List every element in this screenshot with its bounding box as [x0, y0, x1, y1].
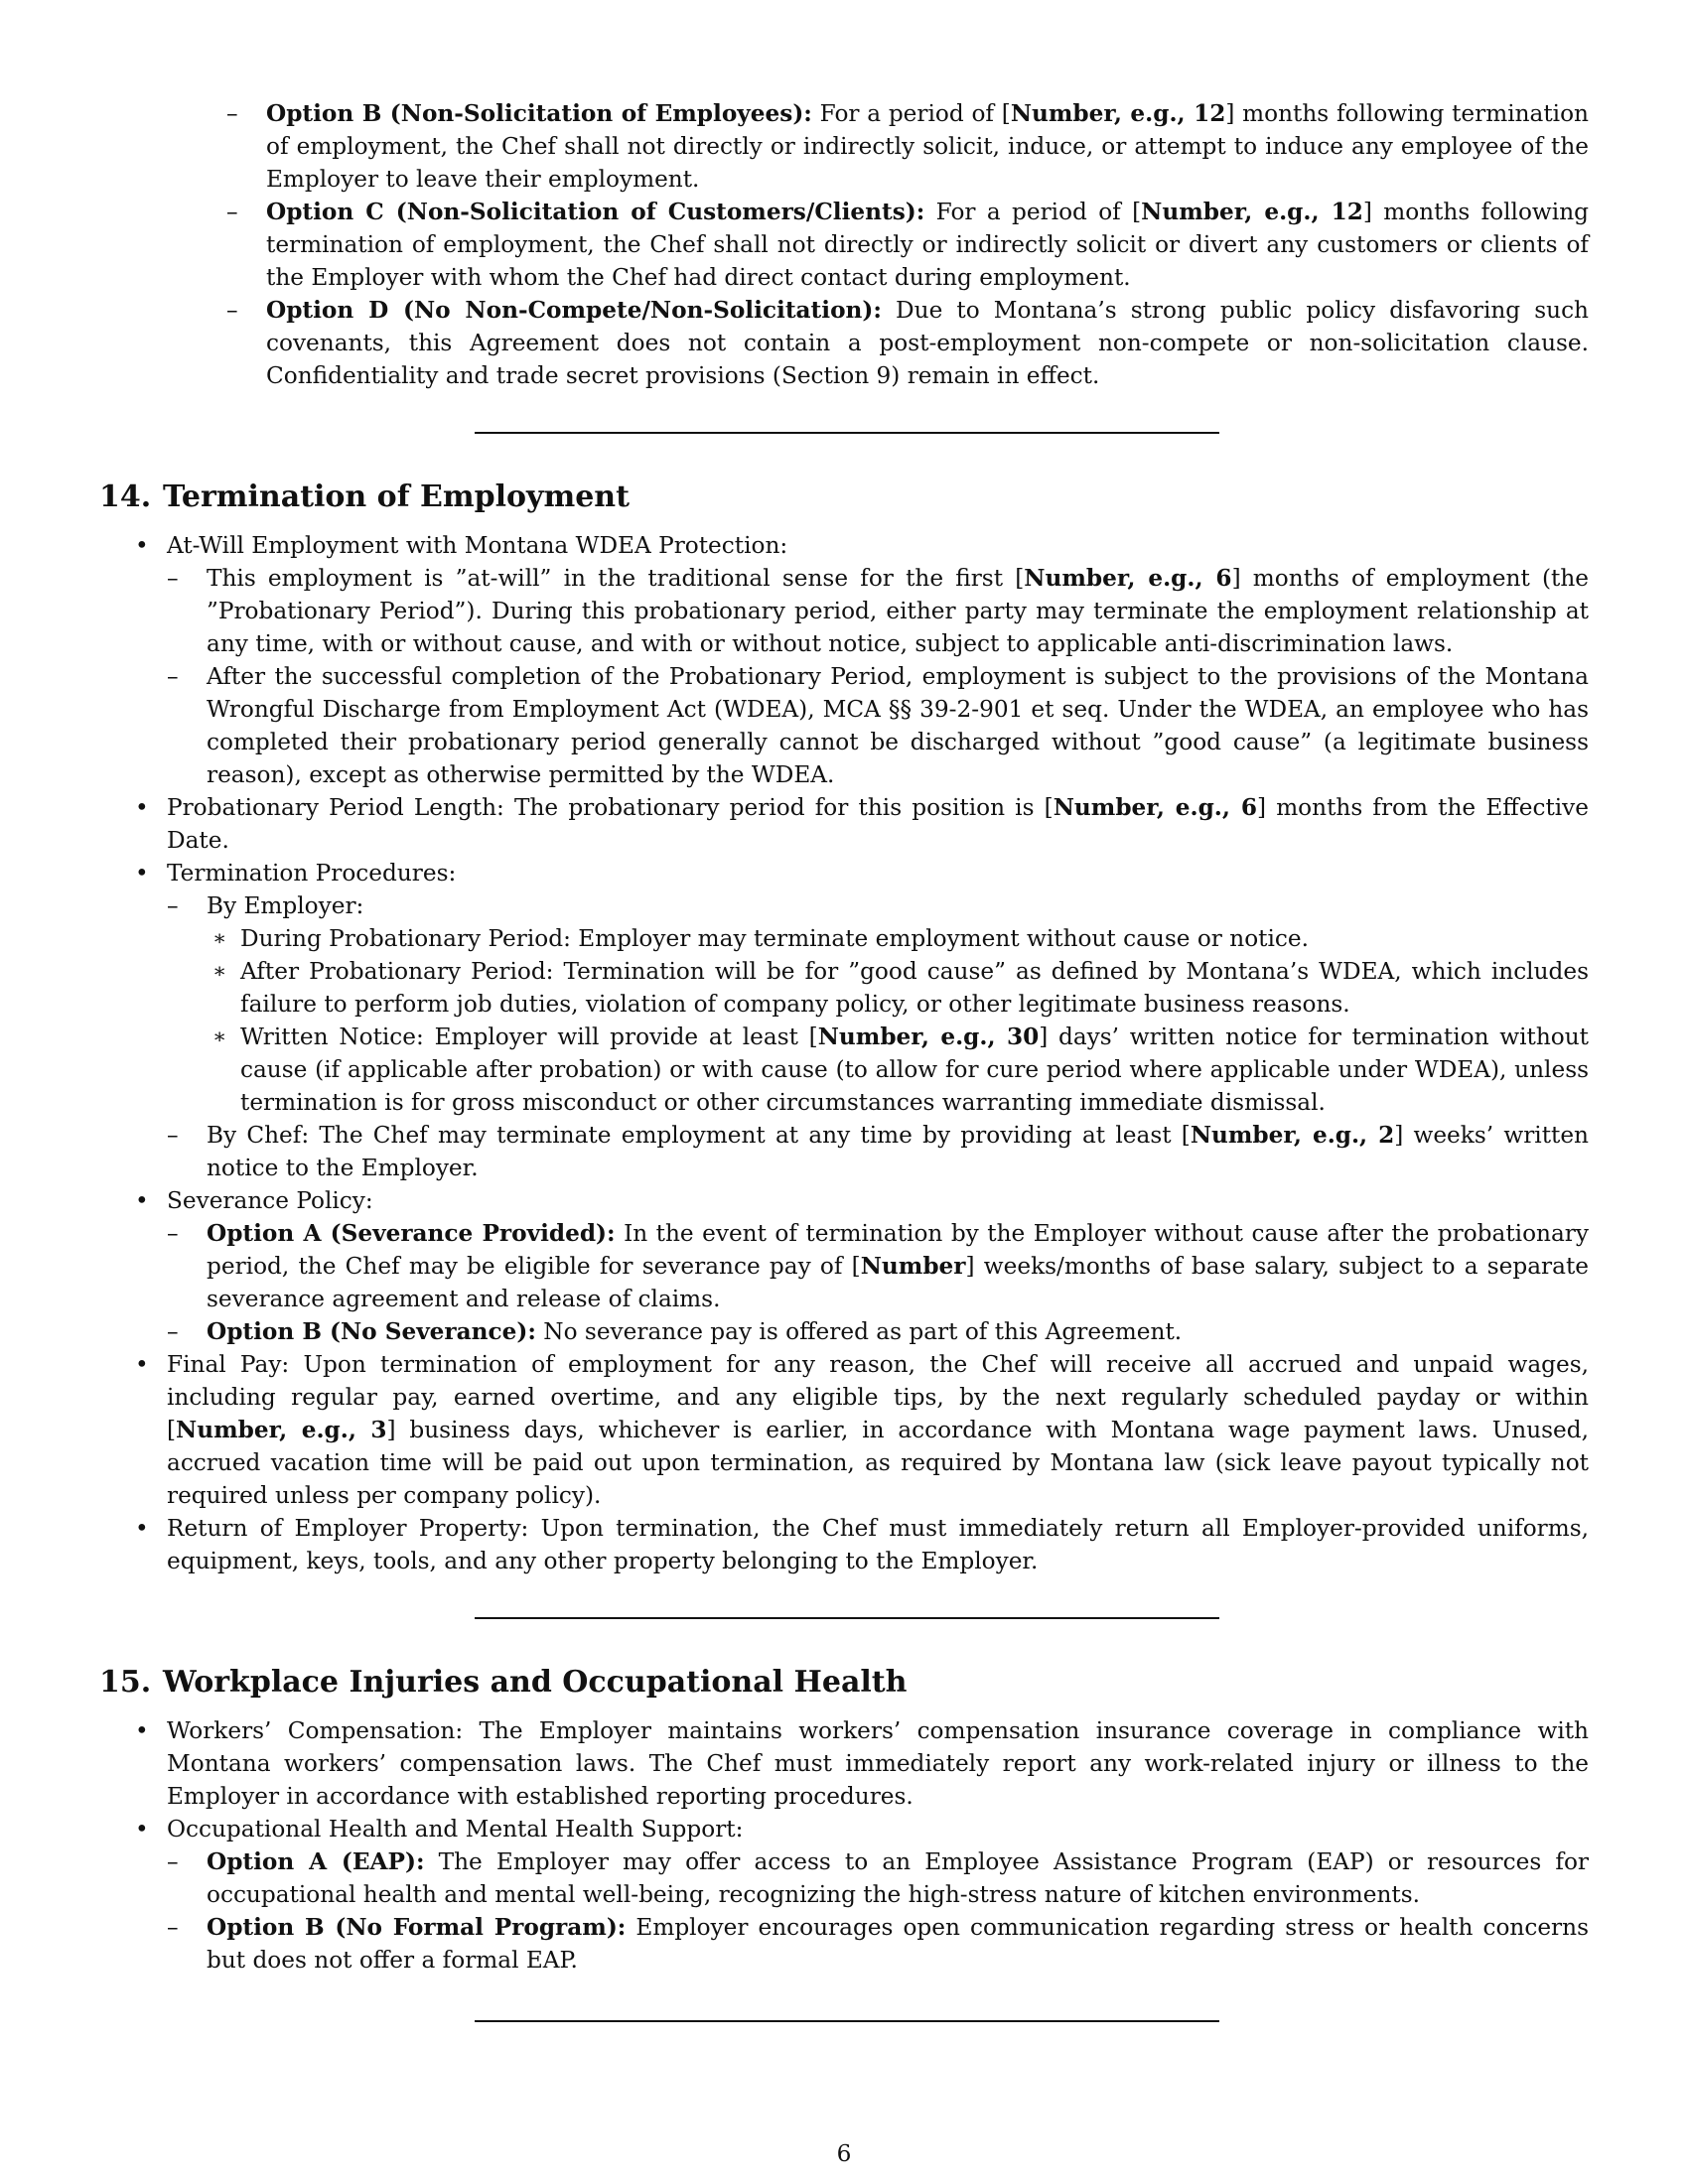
- section-divider: [475, 432, 1219, 434]
- procedures-sublist: [167, 889, 1589, 1184]
- final-pay-item: • Final Pay: Upon termination of employment for any reason, the Chef will receive all accrued and unpaid wages, including regular pay, earned overtime, and any eligible tips, by the next regularly scheduled payday or within [Number, e.g., 3] business days, whichever is earlier, in accordance with Montana wage payment laws. Unused, accrued vacation time will be paid out upon termination, as required by Montana law (sick leave payout typically not required unless per company policy).: [99, 1348, 1589, 1512]
- at-will-item: • At-Will Employment with Montana WDEA Protection: – This employment is ”at-will” in the traditional sense for the first [Number, e.g., 6] months of employment (the ”Probationary Period”). During this probationary period, either party may terminate the employment relationship at any time, with or without cause, and with or without notice, subject to applicable anti-discrimination laws. – After the successful completion of the Probationary Period, employment is subject to the provisions of the Montana Wrongful Discharge from Employment Act (WDEA), MCA §§ 39-2-901 et seq. Under the WDEA, an employee who has completed their probationary period generally cannot be discharged without ”good cause” (a legitimate business reason), except as otherwise permitted by the WDEA.: [99, 529, 1589, 791]
- workers-comp-item: • Workers’ Compensation: The Employer maintains workers’ compensation insurance coverage in compliance with Montana workers’ compensation laws. The Chef must immediately report any work-related injury or illness to the Employer in accordance with established reporting procedures.: [99, 1714, 1589, 1813]
- by-chef-item: – By Chef: The Chef may terminate employment at any time by providing at least [Number, e.g., 2] weeks’ written notice to the Employer.: [167, 1119, 1589, 1184]
- return-property-item: • Return of Employer Property: Upon termination, the Chef must immediately return all Employer-provided uniforms, equipment, keys, tools, and any other property belonging to the Employer.: [99, 1512, 1589, 1577]
- option-d-no-non-compete: – Option D (No Non-Compete/Non-Solicitation): Due to Montana’s strong public policy disfavoring such covenants, this Agreement does not contain a post-employment non-compete or non-solicitation clause. Confidentiality and trade secret provisions (Section 9) remain in effect.: [226, 294, 1589, 392]
- section-14-heading: 14. Termination of Employment: [99, 479, 630, 514]
- severance-item: • Severance Policy: – Option A (Severance Provided): In the event of termination by the Employer without cause after the probationary period, the Chef may be eligible for severance pay of [Number] weeks/months of base salary, subject to a separate severance agreement and release of claims. – Option B (No Severance): No severance pay is offered as part of this Agreement.: [99, 1184, 1589, 1348]
- termination-procedures-item: • Termination Procedures: – By Employer: ∗ During Probationary Period: Employer may terminate employment without cause or notice. ∗ After Probationary Period: Termination will be for ”good cause” as defined by Montana’s WDEA, which includes failure to perform job duties, violation of company policy, or other legitimate business reasons. ∗ Written Notice: Employer will provide at least [Number, e.g., 30] days’ written notice for termination without cause (if applicable after probation) or with cause (to allow for cure period where applicable under WDEA), unless termination is for gross misconduct or other circumstances warranting immediate dismissal. – By Chef: The Chef may terminate employment at any time by providing at least [Number, e.g., 2] weeks’ written notice to the Employer.: [99, 857, 1589, 1184]
- covenant-options-list: [226, 97, 1589, 392]
- severance-sublist: [167, 1217, 1589, 1348]
- section-15-list: [99, 1714, 1589, 1977]
- health-support-item: • Occupational Health and Mental Health Support: – Option A (EAP): The Employer may offer access to an Employee Assistance Program (EAP) or resources for occupational health and mental well-being, recognizing the high-stress nature of kitchen environments. – Option B (No Formal Program): Employer encourages open communication regarding stress or health concerns but does not offer a formal EAP.: [99, 1813, 1589, 1977]
- probation-length-item: • Probationary Period Length: The probationary period for this position is [Number, e.g., 6] months from the Effective Date.: [99, 791, 1589, 857]
- section-divider: [475, 1617, 1219, 1619]
- eap-option-a: – Option A (EAP): The Employer may offer access to an Employee Assistance Program (EAP) or resources for occupational health and mental well-being, recognizing the high-stress nature of kitchen environments.: [167, 1845, 1589, 1911]
- section-15-heading: 15. Workplace Injuries and Occupational Health: [99, 1665, 908, 1700]
- list-item: ∗ During Probationary Period: Employer may terminate employment without cause or notice.: [207, 922, 1589, 955]
- option-c-non-solicitation-customers: – Option C (Non-Solicitation of Customers/Clients): For a period of [Number, e.g., 12] months following termination of employment, the Chef shall not directly or indirectly solicit or divert any customers or clients of the Employer with whom the Chef had direct contact during employment.: [226, 196, 1589, 294]
- list-item: – This employment is ”at-will” in the traditional sense for the first [Number, e.g., 6] months of employment (the ”Probationary Period”). During this probationary period, either party may terminate the employment relationship at any time, with or without cause, and with or without notice, subject to applicable anti-discrimination laws.: [167, 562, 1589, 660]
- page-content: [99, 97, 1589, 2022]
- eap-option-b: – Option B (No Formal Program): Employer encourages open communication regarding stress or health concerns but does not offer a formal EAP.: [167, 1911, 1589, 1977]
- health-sublist: [167, 1845, 1589, 1977]
- at-will-sublist: [167, 562, 1589, 791]
- page-number: 6: [836, 2140, 852, 2167]
- severance-option-a: – Option A (Severance Provided): In the event of termination by the Employer without cause after the probationary period, the Chef may be eligible for severance pay of [Number] weeks/months of base salary, subject to a separate severance agreement and release of claims.: [167, 1217, 1589, 1315]
- employer-sublist: [207, 922, 1589, 1119]
- list-item: ∗ After Probationary Period: Termination will be for ”good cause” as defined by Montana’s WDEA, which includes failure to perform job duties, violation of company policy, or other legitimate business reasons.: [207, 955, 1589, 1021]
- option-b-non-solicitation-employees: – Option B (Non-Solicitation of Employees): For a period of [Number, e.g., 12] months following termination of employment, the Chef shall not directly or indirectly solicit, induce, or attempt to induce any employee of the Employer to leave their employment.: [226, 97, 1589, 196]
- section-divider: [475, 2020, 1219, 2022]
- by-employer-item: – By Employer: ∗ During Probationary Period: Employer may terminate employment without cause or notice. ∗ After Probationary Period: Termination will be for ”good cause” as defined by Montana’s WDEA, which includes failure to perform job duties, violation of company policy, or other legitimate business reasons. ∗ Written Notice: Employer will provide at least [Number, e.g., 30] days’ written notice for termination without cause (if applicable after probation) or with cause (to allow for cure period where applicable under WDEA), unless termination is for gross misconduct or other circumstances warranting immediate dismissal.: [167, 889, 1589, 1119]
- list-item: – After the successful completion of the Probationary Period, employment is subject to the provisions of the Montana Wrongful Discharge from Employment Act (WDEA), MCA §§ 39-2-901 et seq. Under the WDEA, an employee who has completed their probationary period generally cannot be discharged without ”good cause” (a legitimate business reason), except as otherwise permitted by the WDEA.: [167, 660, 1589, 791]
- severance-option-b: – Option B (No Severance): No severance pay is offered as part of this Agreement.: [167, 1315, 1589, 1348]
- list-item: ∗ Written Notice: Employer will provide at least [Number, e.g., 30] days’ written notice for termination without cause (if applicable after probation) or with cause (to allow for cure period where applicable under WDEA), unless termination is for gross misconduct or other circumstances warranting immediate dismissal.: [207, 1021, 1589, 1119]
- section-14-list: [99, 529, 1589, 1577]
